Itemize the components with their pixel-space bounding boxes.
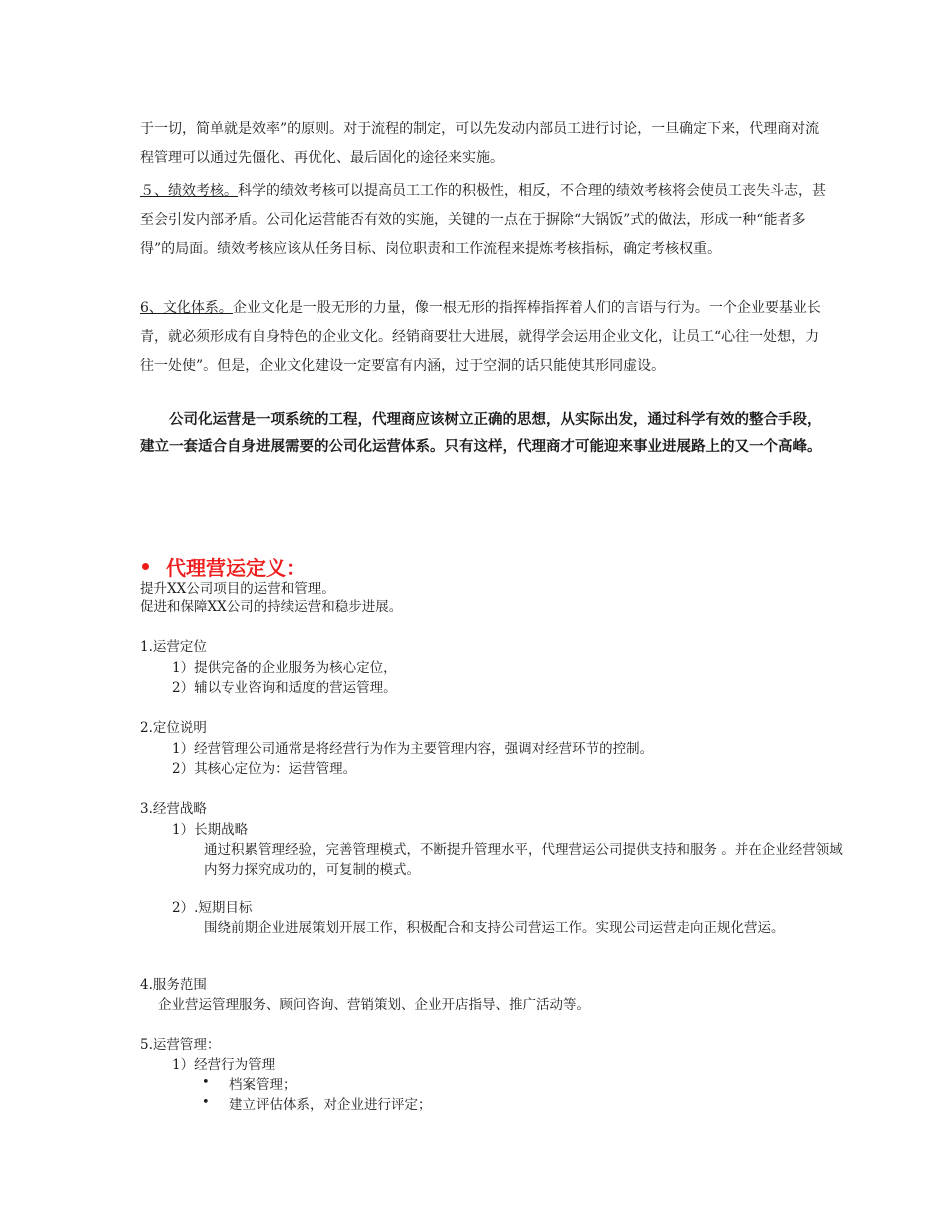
summary-paragraph: 公司化运营是一项系统的工程，代理商应该树立正确的思想，从实际出发，通过科学有效的整合手段，建立一套适合自身进展需要的公司化运营体系。只有这样，代理商才可能迎来事业进展路上的又一个高峰。 — [140, 412, 822, 455]
paragraph-culture — [140, 294, 830, 381]
performance-text: 科学的绩效考核可以提高员工工作的积极性，相反，不合理的绩效考核将会使员工丧失斗志，甚至会引发内部矛盾。公司化运营能否有效的实施，关键的一点在于摒除“大锅饭”式的做法，形成一种“能者多得”的局面。绩效考核应该从任务目标、岗位职责和工作流程来提炼考核指标，确定考核权重。 — [140, 183, 826, 257]
s3-heading: 3.经营战略 — [140, 801, 207, 817]
s4-heading: 4.服务范围 — [140, 977, 207, 993]
s5-bullet-2: 建立评估体系，对企业进行评定； — [229, 1097, 432, 1113]
s4-text: 企业营运管理服务、顾问咨询、营销策划、企业开店指导、推广活动等。 — [158, 997, 590, 1013]
red-bullet-icon — [142, 563, 149, 570]
bullet-icon: • — [202, 1095, 210, 1110]
paragraph-process — [140, 115, 830, 173]
s5-item-1: 1）经营行为管理 — [172, 1057, 276, 1073]
section-title-row — [140, 552, 306, 581]
section-title: 代理营运定义： — [166, 556, 306, 580]
s2-item-1: 1）经营管理公司通常是将经营行为作为主要管理内容，强调对经营环节的控制。 — [172, 741, 654, 757]
paragraph-performance — [140, 177, 830, 264]
s2-item-2: 2）其核心定位为：运营管理。 — [172, 761, 357, 777]
bullet-icon: • — [202, 1075, 210, 1090]
s3-long-text: 通过积累管理经验，完善管理模式，不断提升管理水平，代理营运公司提供支持和服务 。并在企业经营领域内努力探究成功的，可复制的模式。 — [204, 842, 843, 878]
intro-line-1: 提升XX公司项目的运营和管理。 — [140, 581, 335, 597]
s1-item-2: 2）辅以专业咨询和适度的营运管理。 — [172, 680, 397, 696]
culture-text: 企业文化是一股无形的力量，像一根无形的指挥棒指挥着人们的言语与行为。一个企业要基业长青，就必须形成有自身特色的企业文化。经销商要壮大进展，就得学会运用企业文化，让员工“心往一处想，力往一处使”。但是，企业文化建设一定要富有内涵，过于空洞的话只能使其形同虚设。 — [140, 300, 821, 374]
performance-heading: ５、绩效考核。 — [140, 183, 238, 199]
s3-short-label: 2）.短期目标 — [172, 900, 253, 916]
s2-heading: 2.定位说明 — [140, 720, 207, 736]
culture-heading: 6、文化体系。 — [140, 300, 233, 316]
s1-item-1: 1）提供完备的企业服务为核心定位， — [172, 660, 397, 676]
paragraph-process-text: 于一切，简单就是效率”的原则。对于流程的制定，可以先发动内部员工进行讨论，一旦确定下来，代理商对流程管理可以通过先僵化、再优化、最后固化的途径来实施。 — [140, 121, 820, 166]
intro-line-2: 促进和保障XX公司的持续运营和稳步进展。 — [140, 599, 403, 615]
s3-short-text: 围绕前期企业进展策划开展工作，积极配合和支持公司营运工作。实现公司运营走向正规化营运。 — [204, 920, 785, 936]
s1-heading: 1.运营定位 — [140, 639, 207, 655]
s3-long-label: 1）长期战略 — [172, 822, 249, 838]
s5-bullet-1: 档案管理； — [229, 1077, 297, 1093]
s5-heading: 5.运营管理： — [140, 1037, 221, 1053]
